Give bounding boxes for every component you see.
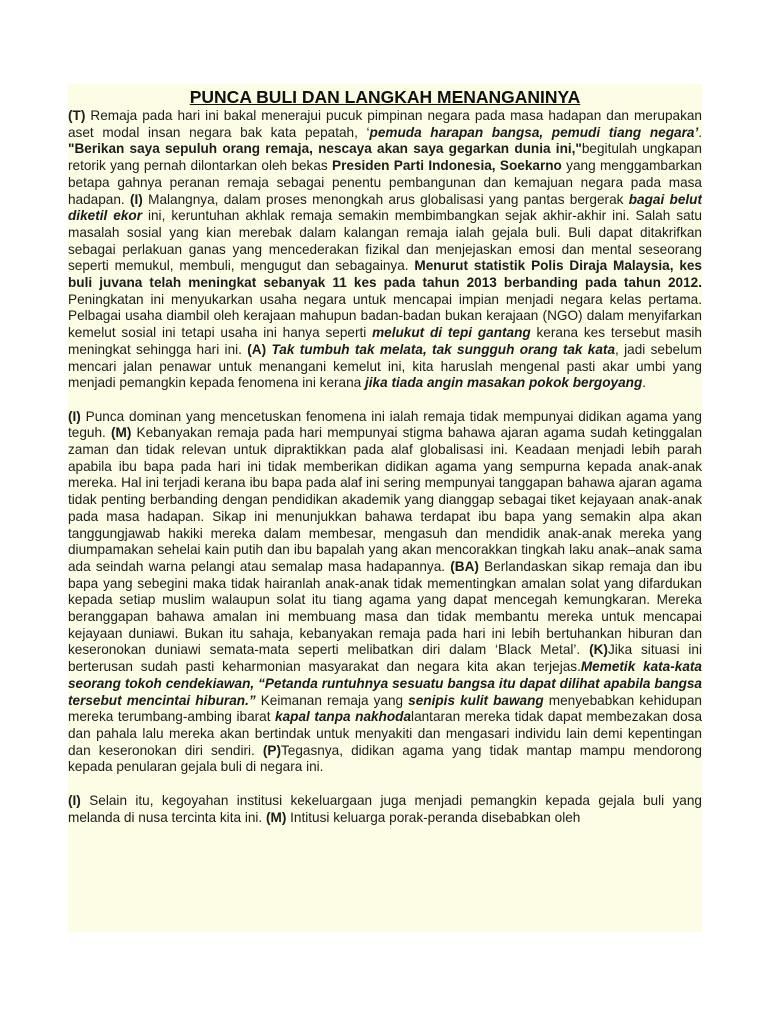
text-run: lantaran mereka tidak dapat membezakan dosa dan pahala lalu mereka akan bertindak untuk menyakiti dan mengasari individu lain demi kepentingan dan keseronokan diri sendiri.	[68, 709, 702, 758]
page-title: PUNCA BULI DAN LANGKAH MENANGANINYA	[189, 87, 581, 107]
emphasis-phrase: senipis kulit bawang	[408, 692, 544, 708]
text-run: .	[642, 375, 647, 391]
bold-phrase: (P)	[262, 742, 282, 758]
bold-phrase: Menurut statistik Polis Diraja Malaysia, kes buli juvana telah meningkat sebanyak 11 kes pada tahun 2013 berbanding pada tahun 2012.	[68, 258, 702, 291]
bold-phrase: Presiden Parti Indonesia, Soekarno	[332, 158, 562, 174]
emphasis-phrase: bagai belut diketil ekor	[68, 191, 702, 224]
text-run: begitulah ungkapan retorik yang pernah dilontarkan oleh bekas	[68, 141, 702, 174]
text-run: Remaja pada hari ini bakal menerajui pucuk pimpinan negara pada masa hadapan dan merupakan aset modal insan negara bak kata pepatah, ‘	[68, 108, 702, 140]
text-run: yang menggambarkan betapa gahnya peranan remaja sebagai penentu pembangunan dan kemajuan negara pada masa hadapan.	[68, 158, 702, 207]
text-run: Punca dominan yang mencetuskan fenomena ini ialah remaja tidak mempunyai didikan agama yang teguh.	[68, 408, 702, 441]
bold-phrase: (BA)	[450, 558, 479, 574]
text-run: Intitusi keluarga porak-peranda disebabkan oleh	[286, 809, 581, 825]
bold-phrase: (K)	[589, 642, 608, 658]
text-run: , jadi sebelum mencari jalan penawar untuk menangani kemelut ini, kita haruslah mengenal pasti akar umbi yang menjadi pemangkin kepada fenomena ini kerana	[68, 341, 702, 391]
bold-phrase: (I)	[68, 792, 81, 808]
text-run: Malangnya, dalam proses menongkah arus globalisasi yang pantas bergerak	[142, 191, 629, 207]
text-run: Keimanan remaja yang	[255, 692, 409, 708]
emphasis-phrase: Memetik kata-kata seorang tokoh cendekiawan, “Petanda runtuhnya sesuatu bangsa itu dapat dilihat apabila bangsa tersebut mencintai hiburan.”	[68, 659, 702, 708]
text-run: Tegasnya, didikan agama yang tidak mantap mampu mendorong kepada penularan gejala buli di negara ini.	[68, 742, 702, 775]
text-run: Jika situasi ini berterusan sudah pasti keharmonian masyarakat dan negara kita akan terjejas.	[68, 642, 702, 675]
text-run: Berlandaskan sikap remaja dan ibu bapa yang sebegini maka tidak hairanlah anak-anak tidak mementingkan amalan solat yang difardukan kepada setiap muslim walaupun solat itu tiang agama yang dapat mencegah kemungkaran. Mereka beranggapan bahawa amalan ini membuang masa dan tidak membantu mereka untuk mencapai kejayaan duniawi. Bukan itu sahaja, kebanyakan remaja pada hari ini lebih bertuhankan hiburan dan keseronokan duniawi semata-mata seperti melibatkan diri dalam ‘Black Metal’.	[68, 558, 702, 658]
emphasis-phrase: kapal tanpa nakhoda	[275, 709, 412, 725]
bold-phrase: (I)	[130, 191, 143, 207]
text-run: ini, keruntuhan akhlak remaja semakin membimbangkan sejak akhir-akhir ini. Salah satu masalah sosial yang kian merebak dalam kalangan remaja ialah gejala buli. Buli dapat ditakrifkan sebagai perlakuan ganas yang mencederakan fizikal dan menjejaskan emosi dan mental seseorang seperti memukul, membuli, mengugut dan sebagainya.	[68, 208, 702, 274]
emphasis-phrase: melukut di tepi gantang	[372, 325, 531, 341]
emphasis-phrase: pemuda harapan bangsa, pemudi tiang negara’	[369, 124, 699, 140]
paragraph-second-cause	[68, 793, 702, 826]
bold-phrase: (T)	[68, 108, 86, 123]
bold-phrase: (M)	[265, 809, 287, 825]
text-run: Kebanyakan remaja pada hari mempunyai stigma bahawa ajaran agama sudah ketinggalan zaman dan tidak relevan untuk dipraktikkan pada alaf globalisasi ini. Keadaan menjadi lebih parah apabila ibu bapa pada hari ini tidak memberikan didikan agama yang sempurna kepada anak-anak mereka. Hal ini terjadi kerana ibu bapa pada alaf ini sering mempunyai tanggapan bahawa ajaran agama tidak penting berbanding dengan pendidikan akademik yang dianggap sebagai tiket kejayaan anak-anak pada masa hadapan. Sikap ini menunjukkan bahawa terdapat ibu bapa yang semakin alpa akan tanggungjawab hakiki mereka dalam membesar, mengasuh dan mendidik anak-anak mereka yang diumpamakan sehelai kain putih dan ibu bapalah yang akan mencorakkan tingkah laku anak–anak sama ada seindah warna pelangi atau semalap masa hadapannya.	[68, 425, 702, 574]
text-run: menyebabkan kehidupan mereka terumbang-ambing ibarat	[68, 692, 702, 725]
text-run: kerana kes tersebut masih meningkat sehingga hari ini.	[68, 325, 702, 357]
text-run: .	[698, 124, 702, 140]
bold-phrase: (I)	[68, 408, 81, 424]
text-run: Peningkatan ini menyukarkan usaha negara untuk mencapai impian menjadi negara kelas pertama. Pelbagai usaha diambil oleh kerajaan mahupun badan-badan bukan kerajaan (NGO) dalam menyifarkan kemelut sosial ini tetapi usaha ini hanya seperti	[68, 291, 702, 341]
paragraph-introduction	[68, 108, 702, 392]
bold-phrase: (M)	[110, 425, 132, 441]
emphasis-phrase: Tak tumbuh tak melata, tak sungguh orang tak kata	[271, 341, 616, 357]
bold-phrase: (A)	[247, 341, 267, 357]
text-run: Selain itu, kegoyahan institusi kekeluargaan juga menjadi pemangkin kepada gejala buli yang melanda di nusa tercinta kita ini.	[68, 792, 702, 825]
emphasis-phrase: jika tiada angin masakan pokok bergoyang	[365, 375, 643, 391]
document-page	[68, 84, 702, 932]
paragraph-first-cause	[68, 409, 702, 776]
bold-phrase: "Berikan saya sepuluh orang remaja, nescaya akan saya gegarkan dunia ini,"	[68, 141, 582, 157]
